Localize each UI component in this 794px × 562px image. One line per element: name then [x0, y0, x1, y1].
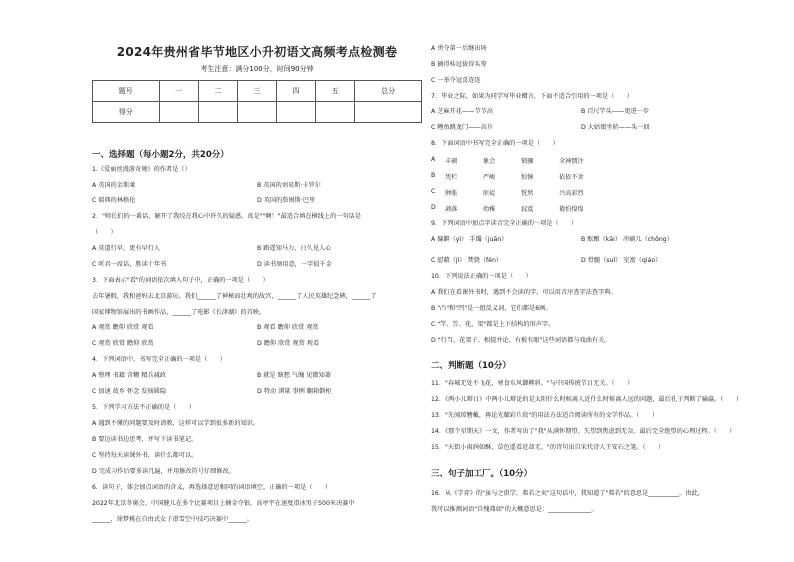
question-line: C 瑞典的林格伦 — [92, 197, 136, 204]
option-word: 象会 — [483, 158, 496, 165]
question-line: C 鲤鱼跳龙门——高升 — [431, 124, 493, 131]
question-line: A 整理 书籍 含糊 精兵减政 — [92, 372, 166, 379]
exam-notice: 考生注意：满分100分，时间90分钟 — [200, 65, 314, 73]
option-word: 幼稚 — [483, 206, 496, 213]
question-line: 我可以推测词语"自愧弗如"的大概意思是：______________。 — [431, 506, 598, 513]
score-header-cell: 三 — [237, 81, 276, 102]
option-word: 依依不舍 — [559, 174, 584, 181]
question-line: D 瞻仰 欣赏 观赏 观看 — [257, 340, 320, 347]
question-line: 15．"天街小雨润如酥，草色遥看近却无。"的诗句出自宋代诗人王安石之笔。（ ） — [431, 444, 665, 451]
question-line: A 偏僻（yì） 手镯（juān） — [431, 236, 508, 243]
question-line: B "凸"和"凹"是一组反义词，它们都是6画。 — [431, 305, 552, 312]
question-line: ______，徐梦桃在自由式女子滑雪空中技巧决赛中______。 — [92, 516, 253, 523]
section-heading: 二、判断题（10分） — [431, 361, 511, 371]
option-letter: D — [431, 204, 436, 211]
question-line: A 观赏 瞻仰 欣赏 观看 — [92, 324, 154, 331]
question-line: 13．"先闻琼簪戴，再论光耀彩片段"的用法方法适合阅读所有的文学作品。（ ） — [431, 412, 659, 419]
question-line: A 勇夺第一后继出场 — [431, 45, 487, 52]
score-blank-cell[interactable] — [237, 102, 276, 123]
option-word: 凭栏 — [445, 174, 458, 181]
question-line: C 坚持每天读课外书，读什么都可以。 — [92, 452, 198, 459]
option-word: 严峻 — [483, 174, 496, 181]
option-word: 惊悚 — [521, 174, 534, 181]
question-line: B 就是 瞎想 气魄 见微知著 — [257, 372, 331, 379]
option-word: 剥落 — [445, 206, 458, 213]
section-heading: 一、选择题（每小题2分，共20分） — [92, 150, 229, 160]
question-line: A 我们在看课外书时，遇到不会读的字，可以用音序查字法查字典。 — [431, 289, 617, 296]
question-line: A 英国的金斯莱 — [92, 182, 136, 189]
question-line: 5．下列学习方法不正确的是（ ） — [92, 404, 195, 411]
score-header-cell: 五 — [316, 81, 355, 102]
question-line: 11．"春城无处不飞花，寒食东风御柳斜。"与中国传统节日无关。（ ） — [431, 380, 634, 387]
option-word: 寂寞 — [521, 206, 534, 213]
question-line: A 莫道行早，更有早行人 — [92, 245, 161, 252]
question-line: 2．"师长们的一番话，解开了我绞在我心中许久的疑惑。真是""啊！"最适合填在横线上的一句话是 — [92, 213, 362, 220]
question-line: D 特动 浏量 事例 翻箱倒柜 — [257, 388, 332, 395]
question-line: D 大姑娘坐轿——头一回 — [581, 124, 650, 131]
question-line: 7．毕业之际，如果为同学写毕业赠言，下面不适合引用的一项是（ ） — [431, 93, 633, 100]
question-line: C 慰藉（jì） 焚烧（fén） — [431, 257, 503, 264]
question-line: A 芝麻开花——节节高 — [431, 108, 493, 115]
question-line: D 完成习作后要多读几遍，并用修改符号仔细修改。 — [92, 468, 235, 475]
question-line: 国家博物馆展出的书画作品，______了电影《长津湖》的首映。 — [92, 309, 266, 316]
score-table — [92, 80, 422, 123]
question-line: B 观看 瞻仰 欣赏 观赏 — [257, 324, 319, 331]
option-word: 肿胀 — [445, 190, 458, 197]
score-header-cell: 四 — [277, 81, 316, 102]
score-header-row — [93, 81, 422, 102]
question-line: D 英国的詹姆斯·巴里 — [257, 197, 316, 204]
option-letter: A — [431, 156, 436, 163]
question-line: C 观赏 欣赏 瞻仰 欣赏 — [92, 340, 154, 347]
question-line: （ ） — [92, 229, 117, 236]
section-heading: 三、句子加工厂。（10分） — [431, 469, 533, 479]
option-word: 锁骤 — [521, 158, 534, 165]
score-header-cell: 总分 — [355, 81, 422, 102]
question-line: D 骨髓（suǐ） 室富（qiáo） — [581, 257, 662, 264]
question-line: B 英国的刘易斯·卡罗尔 — [257, 182, 321, 189]
score-header-cell: 一 — [159, 81, 198, 102]
question-line: B 要边读书边思考，并写下读书笔记。 — [92, 436, 198, 443]
question-line: C "竿、笠、花、架"都是上下结构的形声字。 — [431, 321, 555, 328]
question-line: 16．从《学弈》的"虽与之俱学，弗若之矣"这句话中，我知道了"弗若"的意思是__________。由此， — [431, 490, 704, 497]
question-line: D 读书须用意，一字值千金 — [257, 261, 332, 268]
option-word: 丰硕 — [445, 158, 458, 165]
option-letter: C — [431, 188, 436, 195]
question-line: B 酝酿（kāi） 冲刷儿（chōng） — [581, 236, 673, 243]
question-line: 2022年北京冬奥会，中国健儿在多个比赛项目上摘金夺银。高亭宇在速度滑冰男子500米决赛中 — [92, 500, 355, 507]
score-blank-cell[interactable] — [316, 102, 355, 123]
score-blank-cell[interactable] — [159, 102, 198, 123]
score-value-row — [93, 102, 422, 123]
option-word: 倦怕惶惶 — [559, 206, 584, 213]
option-word: 兴高彩烈 — [559, 190, 584, 197]
question-line: B 路遥知马力，日久见人心 — [257, 245, 332, 252]
score-blank-cell[interactable] — [355, 102, 422, 123]
score-blank-cell[interactable] — [277, 102, 316, 123]
question-line: 12．《两小儿辩日》中两小儿辩论的是太阳什么时候离人近什么时候离人远的问题，最后孔子判断了输赢。（ ） — [431, 396, 743, 403]
question-line: 1.《爱丽丝漫游奇境》的作者是（） — [92, 166, 191, 173]
score-header-cell: 二 — [198, 81, 237, 102]
question-line: C 听君一席话，胜读十年书 — [92, 261, 167, 268]
score-header-cell: 题号 — [93, 81, 160, 102]
question-line: D "行当、花架子、相提并论、有板有眼"这些词语都与戏曲有关。 — [431, 337, 611, 344]
question-line: 14．《那个星期天》一文，作者写出了"我"从满怀期望、失望到焦虑到无奈、最后完全绝望的心理过程。（ ） — [431, 428, 736, 435]
question-line: 9．下列词语中加点字读音完全正确的一项是（ ） — [431, 220, 578, 227]
question-line: 3．下面表示"看"的词语依次填入句子中，正确的一项是（ ） — [92, 277, 269, 284]
question-line: 8．下面词语中书写完全正确的一项是（ ） — [431, 140, 559, 147]
score-row-label: 得分 — [93, 102, 160, 123]
question-line: 去年暑假，我和爸妈去北京游玩。我们______了神秘而壮观的故宫，______了人民英雄纪念碑，______了 — [92, 293, 377, 300]
question-line: 6．读句子，体会加点词语的含义，再选择意思相同的词语填空，正确的一项是（ ） — [92, 484, 332, 491]
option-word: 全神惯注 — [559, 158, 584, 165]
option-word: 匪徒 — [483, 190, 496, 197]
question-line: A 遇到不懂的问题要及时请教，这样可以学到很多新的知识。 — [92, 420, 260, 427]
question-line: B 百尺竿头——更进一步 — [581, 108, 650, 115]
option-word: 恍然 — [521, 190, 534, 197]
score-blank-cell[interactable] — [198, 102, 237, 123]
page-title: 2024年贵州省毕节地区小升初语文高频考点检测卷 — [116, 45, 398, 59]
question-line: 10．下列说法正确的一项是（ ） — [431, 273, 532, 280]
question-line: C 一举夺冠喜连连 — [431, 77, 481, 84]
question-line: C 加速 故乡 怀念 发扬圆隐 — [92, 388, 167, 395]
question-line: 4．下列词语中，书写完全正确的一项是（ ） — [92, 356, 226, 363]
option-letter: B — [431, 172, 436, 179]
question-line: B 摘得桂冠拔得头筹 — [431, 61, 487, 68]
